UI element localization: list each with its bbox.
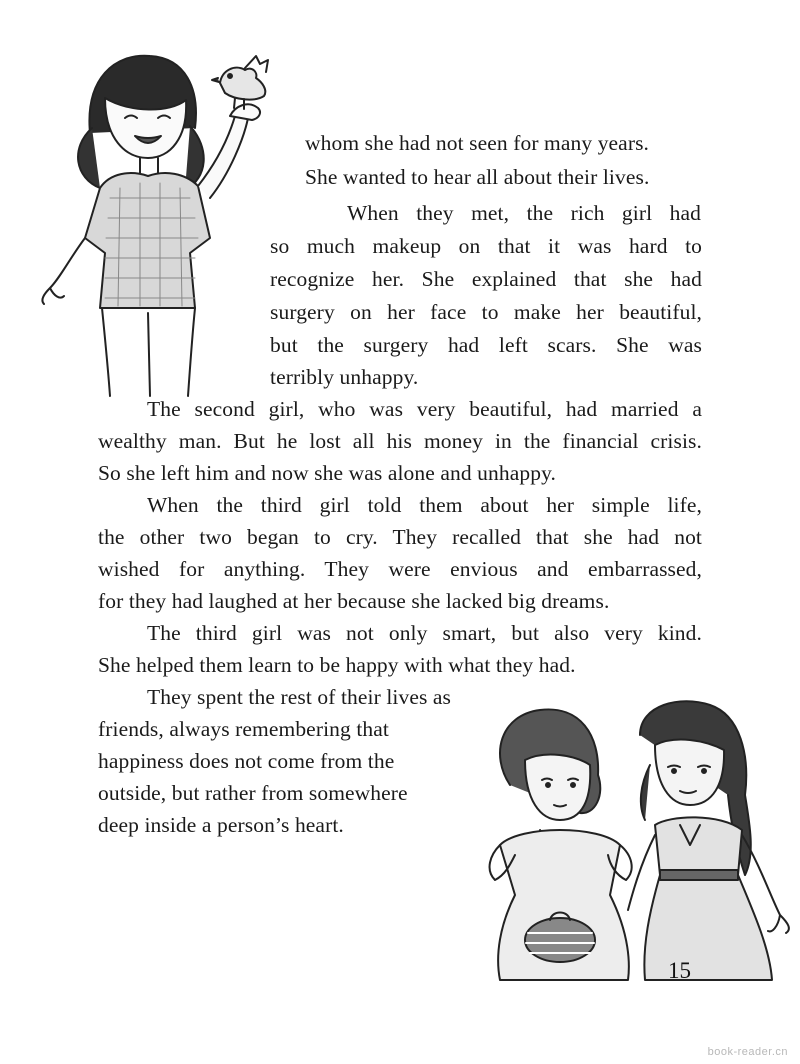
text-line: deep inside a person’s heart. <box>98 813 344 837</box>
text-line: happiness does not come from the <box>98 749 395 773</box>
text-line: She helped them learn to be happy with what they had. <box>98 653 576 677</box>
text-line: terribly unhappy. <box>270 365 419 389</box>
text-line: When they met, the rich girl had <box>347 201 701 225</box>
text-line: whom she had not seen for many years. <box>305 131 650 155</box>
text-line: but the surgery had left scars. She was <box>270 333 702 357</box>
text-line: friends, always remembering that <box>98 717 389 741</box>
text-line: wealthy man. But he lost all his money in the financial crisis. <box>98 429 702 453</box>
page-number: 15 <box>668 958 691 983</box>
text-line: They spent the rest of their lives as <box>147 685 452 709</box>
text-line: When the third girl told them about her simple life, <box>147 493 702 517</box>
text-line: for they had laughed at her because she lacked big dreams. <box>98 589 610 613</box>
two-girls-illustration <box>480 695 795 980</box>
text-line: The third girl was not only smart, but also very kind. <box>147 621 702 645</box>
text-line: She wanted to hear all about their lives. <box>305 165 650 189</box>
text-line: the other two began to cry. They recalled that she had not <box>98 525 702 549</box>
text-line: surgery on her face to make her beautiful, <box>270 300 702 324</box>
text-line: so much makeup on that it was hard to <box>270 234 702 258</box>
text-line: wished for anything. They were envious and embarrassed, <box>98 557 702 581</box>
girl-with-bird-illustration <box>30 38 290 398</box>
text-line: The second girl, who was very beautiful, had married a <box>147 397 702 421</box>
text-line: recognize her. She explained that she had <box>270 267 702 291</box>
text-line: So she left him and now she was alone and unhappy. <box>98 461 557 485</box>
text-line: outside, but rather from somewhere <box>98 781 408 805</box>
watermark: book-reader.cn <box>707 1046 788 1058</box>
